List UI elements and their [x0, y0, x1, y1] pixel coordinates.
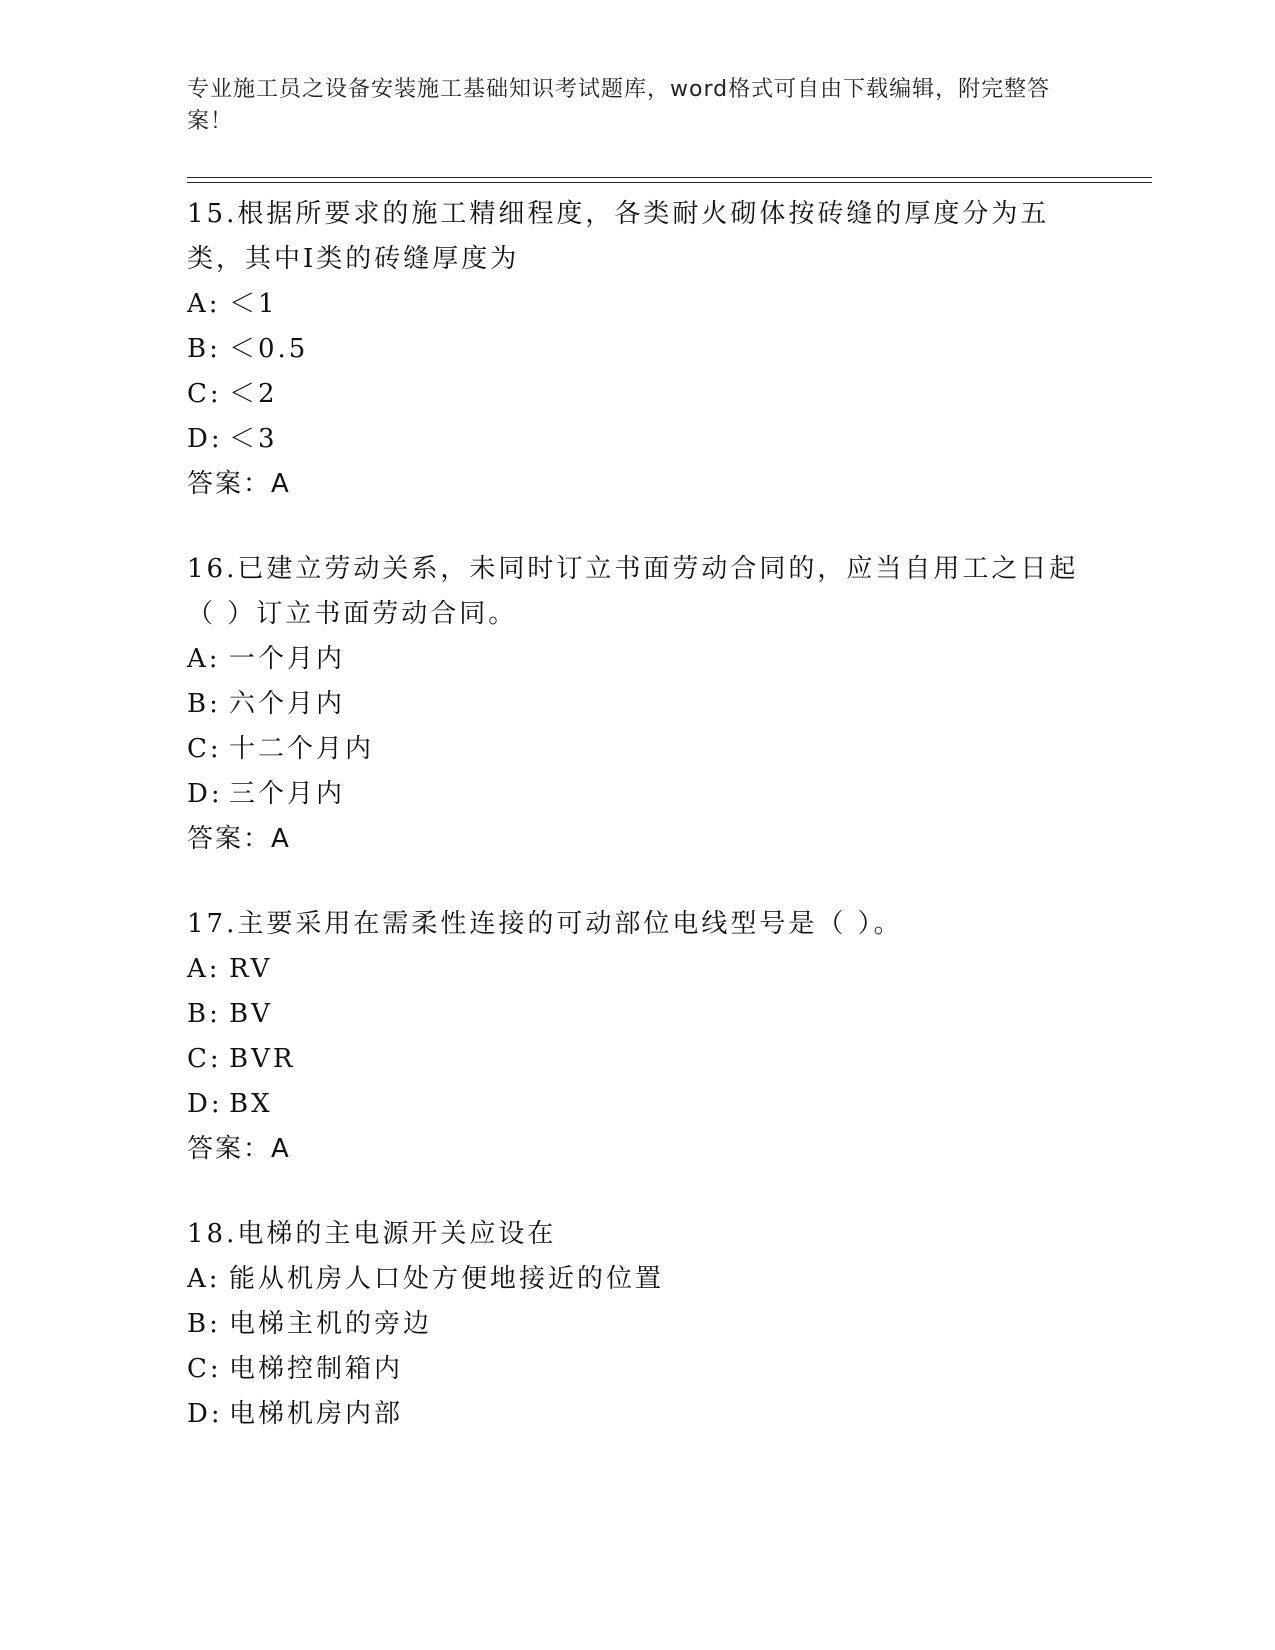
- option-c: [187, 372, 1087, 417]
- option-text: 六个月内: [229, 689, 346, 719]
- option-key: C:: [187, 734, 222, 764]
- question-15: [187, 192, 1087, 507]
- header-rule-bottom: [187, 182, 1152, 183]
- option-key: D:: [187, 1089, 223, 1119]
- question-18: [187, 1212, 1087, 1437]
- answer-line: 答案：A: [187, 1134, 291, 1164]
- option-text: 电梯主机的旁边: [229, 1309, 433, 1339]
- question-stem: 16.已建立劳动关系，未同时订立书面劳动合同的，应当自用工之日起（ ）订立书面劳动合同。: [187, 554, 1079, 629]
- question-17: [187, 902, 1087, 1172]
- option-text: 一个月内: [229, 644, 346, 674]
- option-b: [187, 682, 1087, 727]
- page-header: 专业施工员之设备安装施工基础知识考试题库，word格式可自由下载编辑，附完整答案！: [187, 77, 1051, 134]
- option-d: [187, 1082, 1087, 1127]
- option-text: BVR: [229, 1044, 296, 1074]
- option-c: [187, 1347, 1087, 1392]
- option-key: A:: [187, 289, 221, 319]
- option-text: ＜0.5: [229, 334, 309, 364]
- option-key: B:: [187, 999, 221, 1029]
- answer-line: 答案：A: [187, 824, 291, 854]
- option-b: [187, 327, 1087, 372]
- question-list: [187, 192, 1087, 1477]
- option-b: [187, 992, 1087, 1037]
- option-key: B:: [187, 1309, 221, 1339]
- question-stem: 18.电梯的主电源开关应设在: [187, 1219, 557, 1249]
- option-text: 三个月内: [229, 779, 346, 809]
- option-c: [187, 1037, 1087, 1082]
- option-key: C:: [187, 1354, 222, 1384]
- option-d: [187, 772, 1087, 817]
- option-key: A:: [187, 1264, 221, 1294]
- option-c: [187, 727, 1087, 772]
- option-key: D:: [187, 1399, 223, 1429]
- option-d: [187, 1392, 1087, 1437]
- option-key: A:: [187, 644, 221, 674]
- option-a: [187, 282, 1087, 327]
- header-rule-top: [187, 177, 1152, 178]
- answer-line: 答案：A: [187, 469, 291, 499]
- option-b: [187, 1302, 1087, 1347]
- option-a: [187, 637, 1087, 682]
- option-text: 十二个月内: [229, 734, 375, 764]
- option-key: D:: [187, 779, 223, 809]
- question-stem: 17.主要采用在需柔性连接的可动部位电线型号是（ ）。: [187, 909, 903, 939]
- option-text: 电梯控制箱内: [229, 1354, 404, 1384]
- option-text: RV: [229, 954, 273, 984]
- option-text: ＜1: [229, 289, 278, 319]
- option-text: ＜3: [229, 424, 278, 454]
- option-text: 电梯机房内部: [229, 1399, 404, 1429]
- option-key: D:: [187, 424, 223, 454]
- question-stem: 15.根据所要求的施工精细程度，各类耐火砌体按砖缝的厚度分为五类，其中Ⅰ类的砖缝厚度为: [187, 199, 1050, 274]
- question-16: [187, 547, 1087, 862]
- option-d: [187, 417, 1087, 462]
- option-text: BX: [229, 1089, 273, 1119]
- option-text: BV: [229, 999, 273, 1029]
- option-a: [187, 947, 1087, 992]
- option-text: ＜2: [229, 379, 278, 409]
- option-key: A:: [187, 954, 221, 984]
- option-key: B:: [187, 689, 221, 719]
- option-text: 能从机房人口处方便地接近的位置: [229, 1264, 665, 1294]
- option-a: [187, 1257, 1087, 1302]
- option-key: C:: [187, 379, 222, 409]
- option-key: C:: [187, 1044, 222, 1074]
- option-key: B:: [187, 334, 221, 364]
